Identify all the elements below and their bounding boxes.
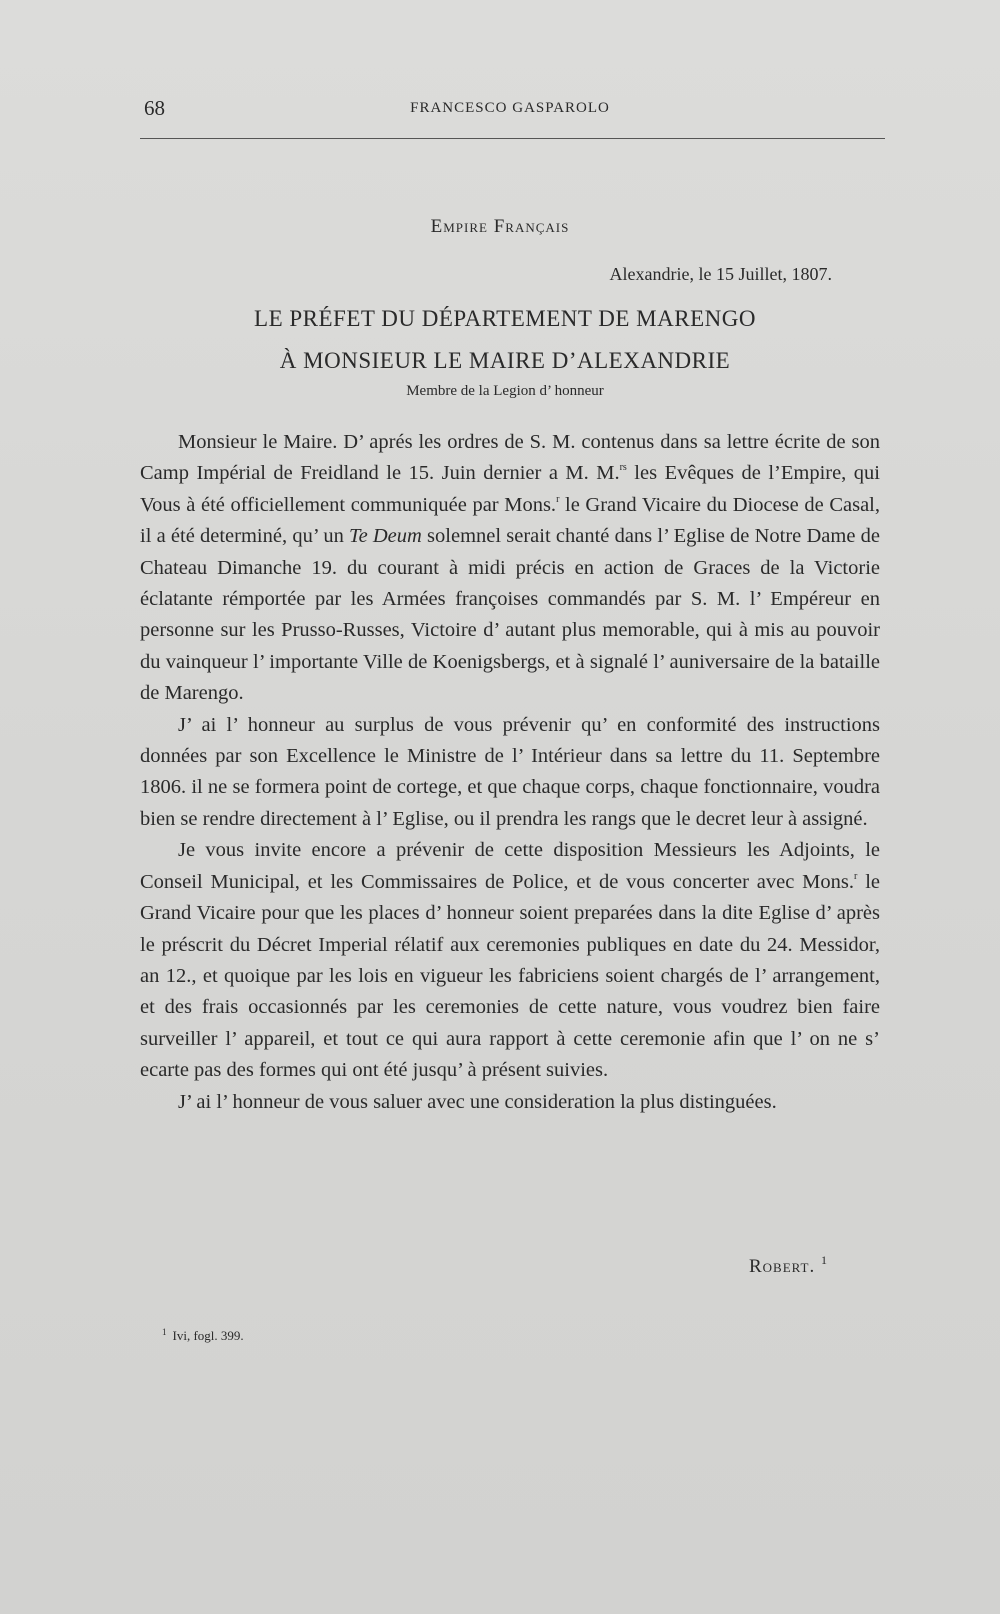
superscript: r xyxy=(854,870,858,882)
te-deum-italic: Te Deum xyxy=(349,525,422,548)
header-rule xyxy=(140,138,885,139)
running-title: FRANCESCO GASPAROLO xyxy=(410,100,610,116)
letter-body xyxy=(140,427,880,1118)
letterhead: Empire Français xyxy=(430,216,570,237)
signature-name: Robert. xyxy=(748,1256,816,1277)
paragraph-1-part-d: solemnel serait chanté dans l’ Eglise de Notre Dame de Chateau Dimanche 19. du courant à midi précis en action de Graces de la Victorie éclatante rémportée par les Armées françoises commandés par S. M. l’ Empéreur en personne sur les Prusso-Russes, Victoire d’ autant plus memorable, qui à mis au pouvoir du vainqueur l’ importante Ville de Koenigsbergs, et à signalé l’ auniversaire de la bataille de Marengo. xyxy=(140,525,880,705)
letter-title-line-2: À MONSIEUR LE MAIRE D’ALEXANDRIE xyxy=(279,348,731,373)
paragraph-3 xyxy=(140,835,880,1086)
paragraph-2: J’ ai l’ honneur au surplus de vous prévenir qu’ en conformité des instructions données par son Excellence le Ministre de l’ Intérieur dans sa lettre du 11. Septembre 1806. il ne se formera point de cortege, et que chaque corps, chaque fonctionnaire, voudra bien se rendre directement à l’ Eglise, ou il prendra les rangs que le decret leur à assigné. xyxy=(140,713,880,830)
page-header xyxy=(140,96,880,126)
paragraph-1-part-b: les Evêques de l’Empire, qui Vous à été officiellement communiquée par Mons. xyxy=(140,462,880,516)
superscript: r xyxy=(556,493,560,505)
footnote xyxy=(162,1327,244,1344)
letter-title-line-1: LE PRÉFET DU DÉPARTEMENT DE MARENGO xyxy=(254,306,756,331)
paragraph-1-part-c: le Grand Vicaire du Diocese de Casal, il a été determiné, qu’ un xyxy=(140,493,880,548)
superscript: rs xyxy=(619,462,627,474)
page-number: 68 xyxy=(144,96,165,120)
dateline: Alexandrie, le 15 Juillet, 1807. xyxy=(609,264,832,284)
paragraph-1 xyxy=(140,427,880,710)
paragraph-1-part-a: Monsieur le Maire. D’ aprés les ordres de S. M. contenus dans sa lettre écrite de son Camp Impérial de Freidland le 15. Juin dernier a M. M. xyxy=(140,431,880,485)
paragraph-3-part-b: le Grand Vicaire pour que les places d’ honneur soient preparées dans la dite Eglise d’ après le préscrit du Décret Imperial rélatif aux ceremonies publiques en date du 24. Messidor, an 12., et quoique par les lois en vigueur les fabriciens soient chargés de l’ arrangement, et des frais occasionnés par les ceremonies de cette nature, vous voudrez bien faire surveiller l’ appareil, et tout ce qui aura rapport à cette ceremonie afin que l’ on ne s’ ecarte pas des formes qui ont été jusqu’ à présent suivies. xyxy=(140,870,881,1082)
letter-subtitle: Membre de la Legion d’ honneur xyxy=(406,383,604,399)
signature xyxy=(749,1253,828,1278)
paragraph-3-part-a: Je vous invite encore a prévenir de cette disposition Messieurs les Adjoints, le Conseil Municipal, et les Commissaires de Police, et de vous concerter avec Mons. xyxy=(140,839,880,893)
footnote-reference: 1 xyxy=(821,1253,828,1267)
footnote-marker: 1 xyxy=(162,1327,167,1337)
paragraph-4: J’ ai l’ honneur de vous saluer avec une consideration la plus distinguées. xyxy=(178,1090,777,1113)
footnote-text: Ivi, fogl. 399. xyxy=(172,1328,244,1343)
